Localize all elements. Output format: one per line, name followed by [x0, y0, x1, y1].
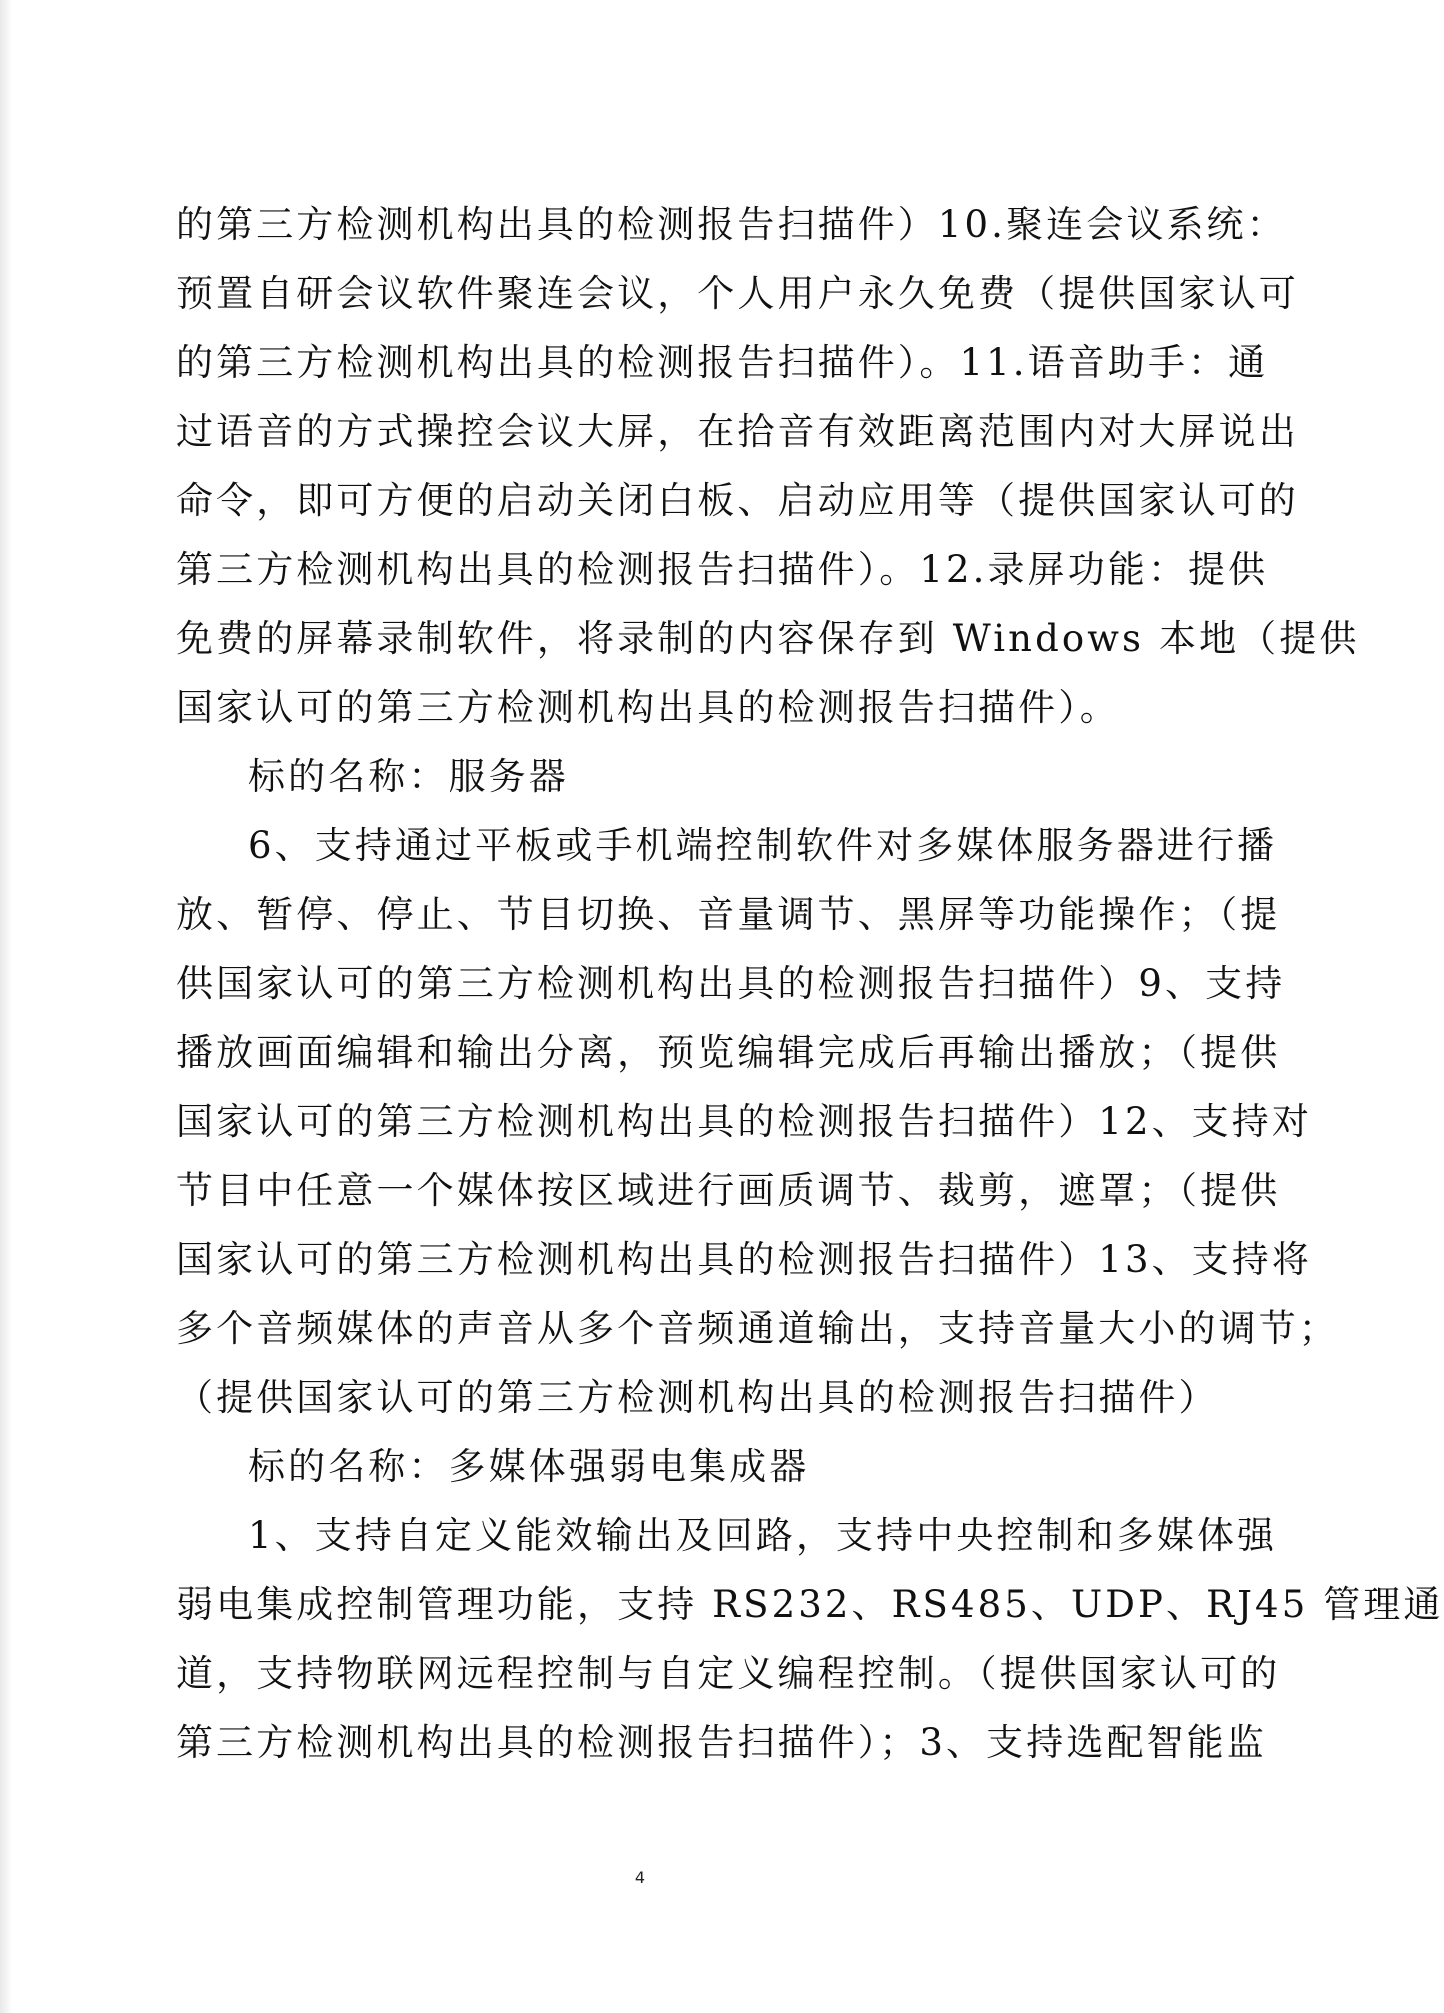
text-line: 多个音频媒体的声音从多个音频通道输出，支持音量大小的调节；: [176, 1307, 1339, 1350]
text-line: 第三方检测机构出具的检测报告扫描件）；3、支持选配智能监: [176, 1721, 1267, 1764]
text-line: 命令，即可方便的启动关闭白板、启动应用等（提供国家认可的: [176, 479, 1299, 522]
text-line: 国家认可的第三方检测机构出具的检测报告扫描件）12、支持对: [176, 1100, 1312, 1143]
page-number: 4: [634, 1868, 646, 1887]
text-line: 的第三方检测机构出具的检测报告扫描件）。11.语音助手：通: [176, 341, 1269, 384]
text-line: 第三方检测机构出具的检测报告扫描件）。12.录屏功能：提供: [176, 548, 1269, 591]
text-line: 国家认可的第三方检测机构出具的检测报告扫描件）。: [176, 686, 1120, 729]
text-line: 6、支持通过平板或手机端控制软件对多媒体服务器进行播: [248, 824, 1278, 867]
text-line: 国家认可的第三方检测机构出具的检测报告扫描件）13、支持将: [176, 1238, 1312, 1281]
text-line: （提供国家认可的第三方检测机构出具的检测报告扫描件）: [176, 1376, 1219, 1419]
text-line: 的第三方检测机构出具的检测报告扫描件）10.聚连会议系统：: [176, 203, 1287, 246]
document-body: [176, 190, 1444, 1777]
scan-edge-shadow: [0, 0, 12, 2013]
text-line: 弱电集成控制管理功能，支持 RS232、RS485、UDP、RJ45 管理通: [176, 1583, 1444, 1626]
text-line: 供国家认可的第三方检测机构出具的检测报告扫描件）9、支持: [176, 962, 1286, 1005]
text-line: 预置自研会议软件聚连会议，个人用户永久免费（提供国家认可: [176, 272, 1299, 315]
text-line: 免费的屏幕录制软件，将录制的内容保存到 Windows 本地（提供: [176, 617, 1360, 660]
text-line: 过语音的方式操控会议大屏，在拾音有效距离范围内对大屏说出: [176, 410, 1299, 453]
section-heading-integrator: 标的名称：多媒体强弱电集成器: [248, 1445, 810, 1488]
text-line: 节目中任意一个媒体按区域进行画质调节、裁剪，遮罩；（提供: [176, 1169, 1281, 1212]
text-line: 播放画面编辑和输出分离，预览编辑完成后再输出播放；（提供: [176, 1031, 1281, 1074]
text-line: 道，支持物联网远程控制与自定义编程控制。（提供国家认可的: [176, 1652, 1281, 1695]
text-line: 1、支持自定义能效输出及回路，支持中央控制和多媒体强: [248, 1514, 1278, 1557]
section-heading-server: 标的名称：服务器: [248, 755, 569, 798]
text-line: 放、暂停、停止、节目切换、音量调节、黑屏等功能操作；（提: [176, 893, 1281, 936]
